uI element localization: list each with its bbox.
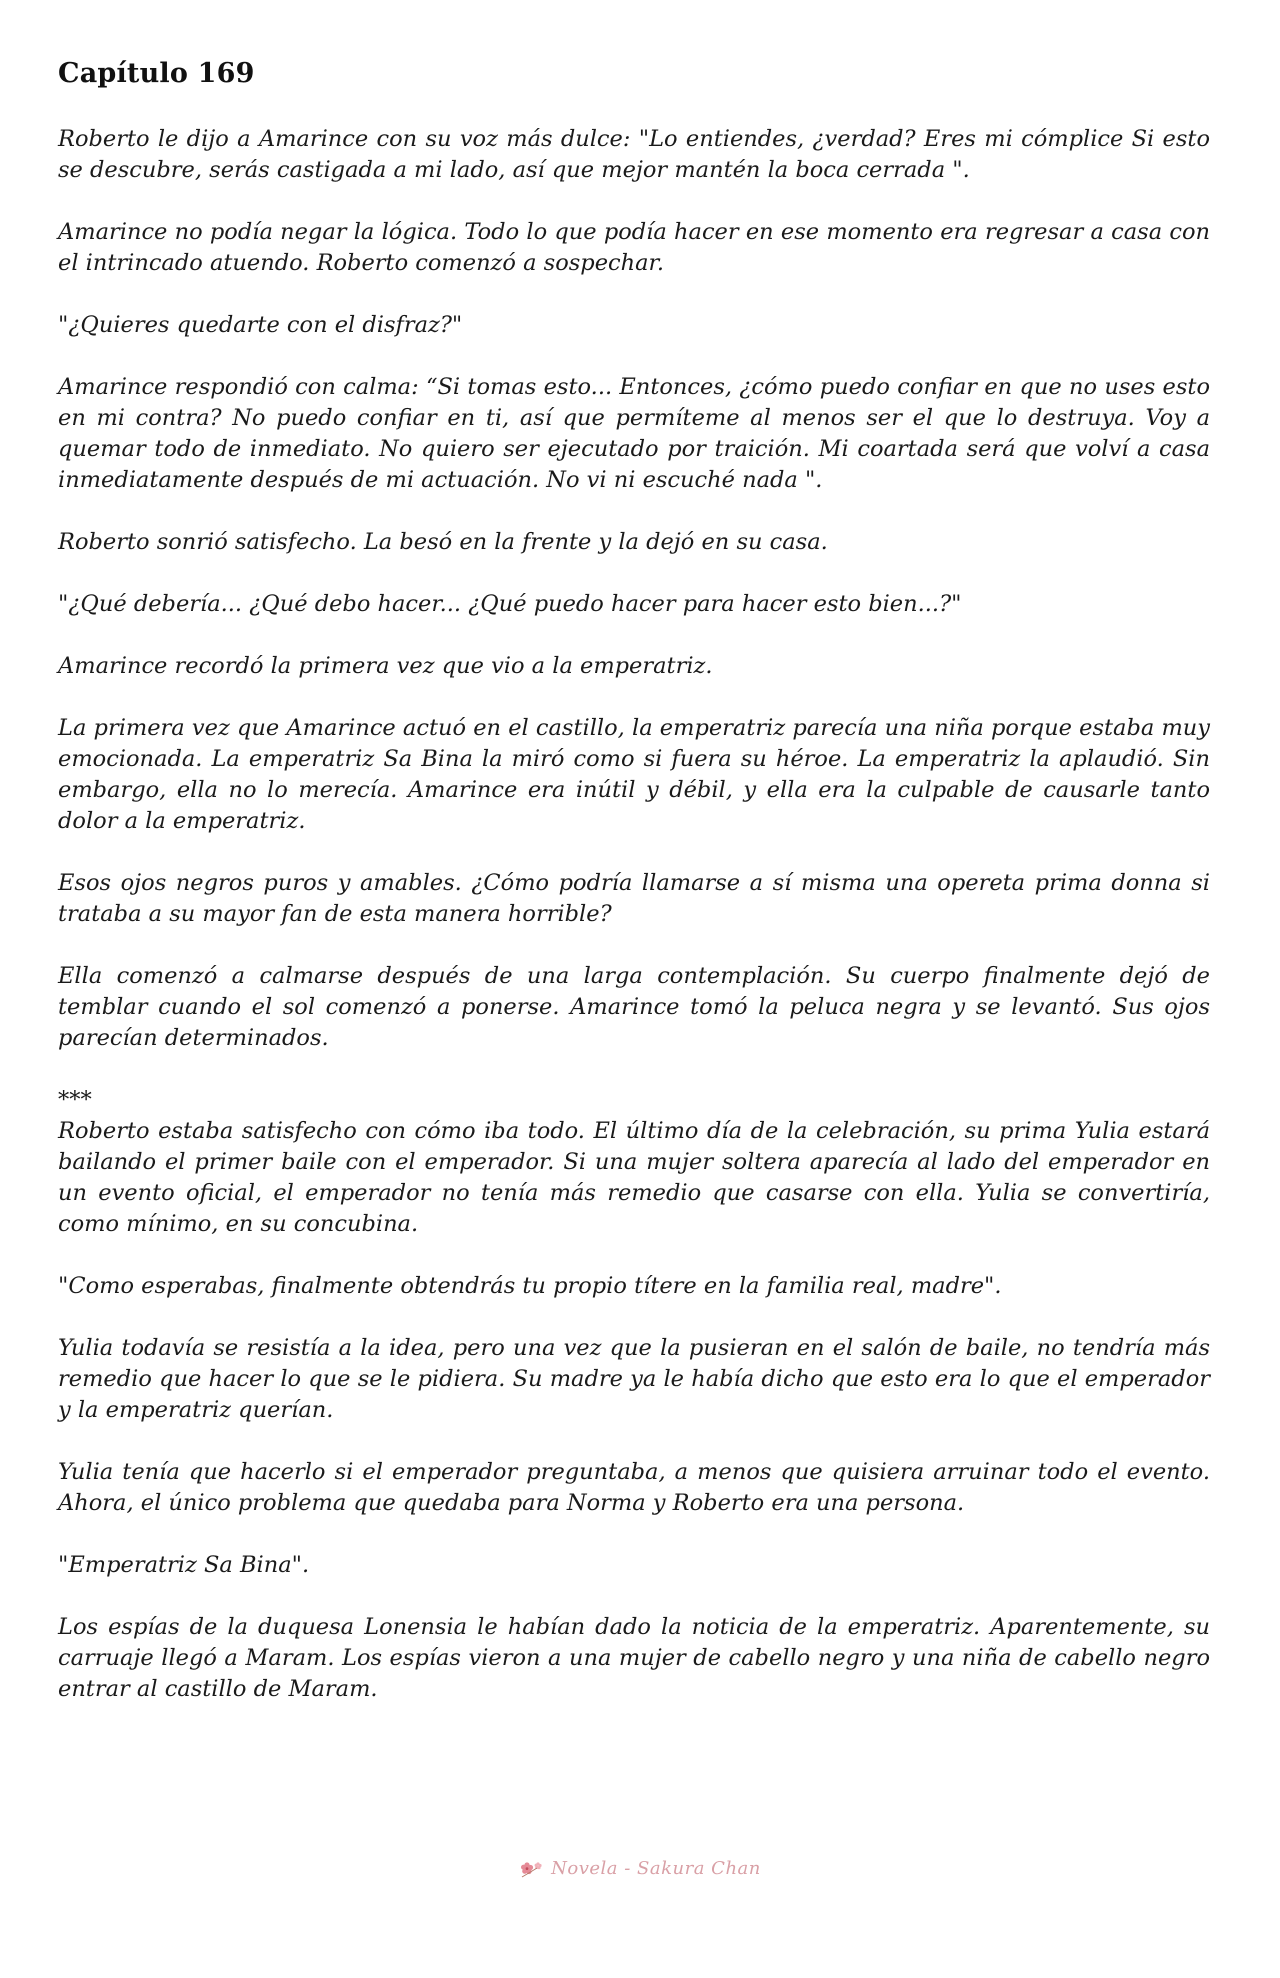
paragraph: Roberto le dijo a Amarince con su voz más dulce: "Lo entiendes, ¿verdad? Eres mi cómplice Si esto se descubre, serás castigada a mi lado, así que mejor mantén la boca cerrada ".	[58, 126, 1210, 183]
footer-watermark	[0, 1858, 1280, 1879]
sakura-flower-icon	[519, 1859, 545, 1879]
paragraph: Los espías de la duquesa Lonensia le habían dado la noticia de la emperatriz. Aparentemente, su carruaje llegó a Maram. Los espías vieron a una mujer de cabello negro y una niña de cabello negro entrar al castillo de Maram.	[58, 1614, 1210, 1702]
scene-break: ***	[58, 1087, 92, 1113]
paragraph: Roberto estaba satisfecho con cómo iba todo. El último día de la celebración, su prima Yulia estará bailando el primer baile con el emperador. Si una mujer soltera aparecía al lado del emperador en un evento oficial, el emperador no tenía más remedio que casarse con ella. Yulia se convertiría, como mínimo, en su concubina.	[58, 1118, 1210, 1237]
paragraph: Amarince respondió con calma: “Si tomas esto... Entonces, ¿cómo puedo confiar en que no uses esto en mi contra? No puedo confiar en ti, así que permíteme al menos ser el que lo destruya. Voy a quemar todo de inmediato. No quiero ser ejecutado por traición. Mi coartada será que volví a casa inmediatamente después de mi actuación. No vi ni escuché nada ".	[58, 374, 1210, 493]
paragraph: La primera vez que Amarince actuó en el castillo, la emperatriz parecía una niña porque estaba muy emocionada. La emperatriz Sa Bina la miró como si fuera su héroe. La emperatriz la aplaudió. Sin embargo, ella no lo merecía. Amarince era inútil y débil, y ella era la culpable de causarle tanto dolor a la emperatriz.	[58, 715, 1210, 834]
chapter-body	[58, 124, 1210, 1736]
paragraph: Esos ojos negros puros y amables. ¿Cómo podría llamarse a sí misma una opereta prima donna si trataba a su mayor fan de esta manera horrible?	[58, 870, 1210, 927]
paragraph: Yulia todavía se resistía a la idea, pero una vez que la pusieran en el salón de baile, no tendría más remedio que hacer lo que se le pidiera. Su madre ya le había dicho que esto era lo que el emperador y la emperatriz querían.	[58, 1335, 1210, 1423]
paragraph: "¿Qué debería... ¿Qué debo hacer... ¿Qué puedo hacer para hacer esto bien...?"	[58, 591, 962, 617]
paragraph: Ella comenzó a calmarse después de una larga contemplación. Su cuerpo finalmente dejó de temblar cuando el sol comenzó a ponerse. Amarince tomó la peluca negra y se levantó. Sus ojos parecían determinados.	[58, 963, 1210, 1051]
paragraph: Amarince recordó la primera vez que vio a la emperatriz.	[58, 653, 713, 679]
footer-credit: Novela - Sakura Chan	[551, 1858, 761, 1879]
paragraph: Roberto sonrió satisfecho. La besó en la frente y la dejó en su casa.	[58, 529, 828, 555]
paragraph: "¿Quieres quedarte con el disfraz?"	[58, 312, 463, 338]
paragraph: Amarince no podía negar la lógica. Todo lo que podía hacer en ese momento era regresar a casa con el intrincado atuendo. Roberto comenzó a sospechar.	[58, 219, 1210, 276]
paragraph: "Como esperabas, finalmente obtendrás tu propio títere en la familia real, madre".	[58, 1273, 1002, 1299]
paragraph: "Emperatriz Sa Bina".	[58, 1552, 310, 1578]
paragraph: Yulia tenía que hacerlo si el emperador preguntaba, a menos que quisiera arruinar todo el evento. Ahora, el único problema que quedaba para Norma y Roberto era una persona.	[58, 1459, 1210, 1516]
chapter-title: Capítulo 169	[58, 58, 255, 89]
